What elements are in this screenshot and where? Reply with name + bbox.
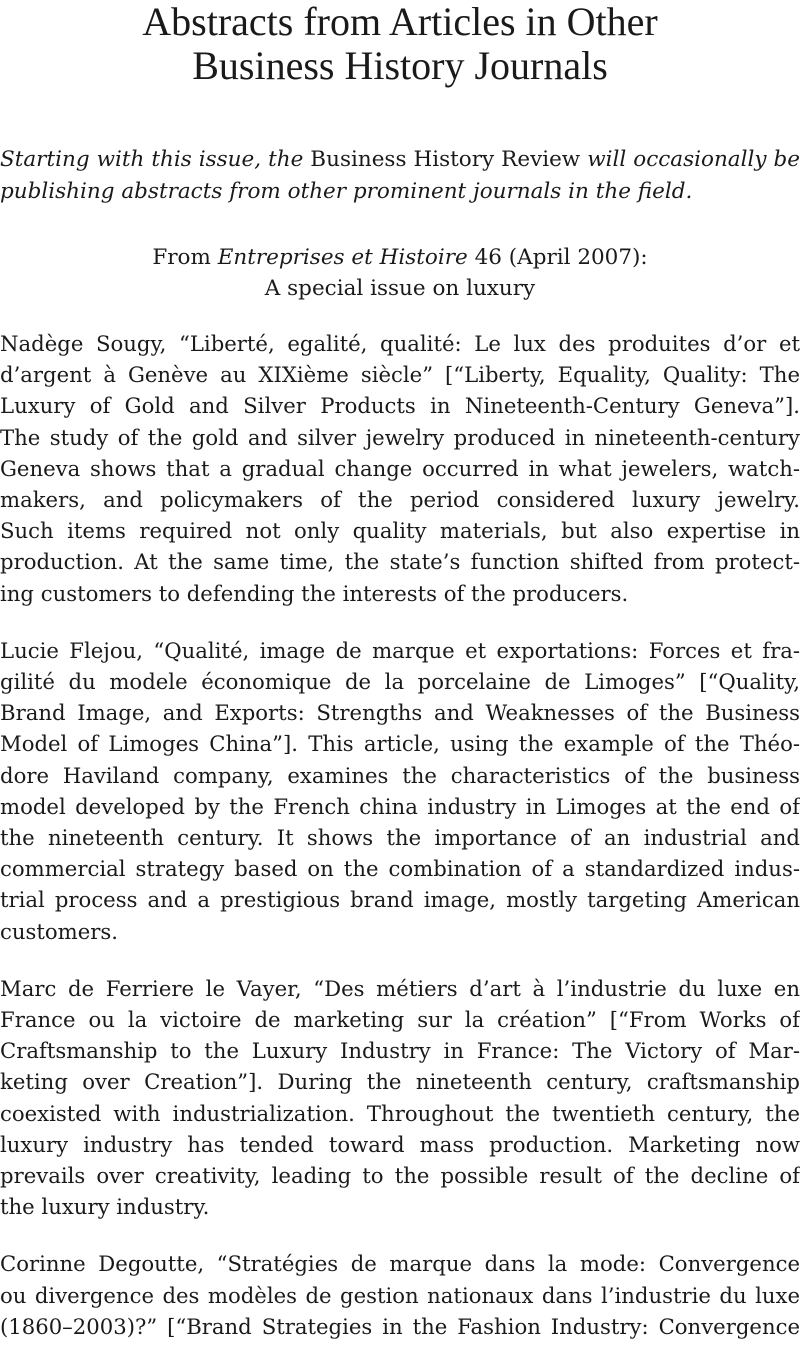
intro-paragraph bbox=[0, 144, 800, 207]
abstract-line: commercial strategy based on the combination of a standardized indus- bbox=[0, 856, 800, 882]
abstract-line: (1860–2003)?” [“Brand Strategies in the Fashion Industry: Convergence bbox=[0, 1313, 800, 1339]
title-line-2: Business History Journals bbox=[192, 43, 608, 88]
section-source bbox=[0, 242, 800, 273]
abstract-line: trial process and a prestigious brand image, mostly targeting American bbox=[0, 887, 800, 913]
abstract-line: The study of the gold and silver jewelry produced in nineteenth-century bbox=[0, 424, 800, 450]
section-heading bbox=[0, 242, 800, 304]
abstract-line: Nadège Sougy, “Liberté, egalité, qualité: Le lux des produites d’or et bbox=[0, 331, 800, 356]
section-subtitle: A special issue on luxury bbox=[264, 276, 536, 301]
section-prefix: From bbox=[152, 245, 218, 270]
abstract-line: Brand Image, and Exports: Strengths and Weaknesses of the Business bbox=[0, 700, 800, 726]
abstract-line: Corinne Degoutte, “Stratégies de marque dans la mode: Convergence bbox=[0, 1251, 800, 1277]
abstract-line: makers, and policymakers of the period considered luxury jewelry. bbox=[0, 487, 800, 513]
abstract-line: Model of Limoges China”]. This article, using the example of the Théo- bbox=[0, 731, 800, 757]
abstract-line: coexisted with industrialization. Throughout the twentieth century, the bbox=[0, 1100, 800, 1126]
abstract-flejou bbox=[0, 635, 800, 947]
abstract-line: d’argent à Genève au XIXième siècle” [“Liberty, Equality, Quality: The bbox=[0, 362, 800, 388]
abstract-line: France ou la victoire de marketing sur la création” [“From Works of bbox=[0, 1007, 800, 1033]
abstract-line: Such items required not only quality materials, but also expertise in bbox=[0, 518, 800, 544]
intro-text-2: will occasionally be publishing abstracts from other prominent journals in the field. bbox=[0, 147, 800, 204]
abstract-line: gilité du modele économique de la porcelaine de Limoges” [“Quality, bbox=[0, 669, 800, 695]
intro-journal-name: Business History Review bbox=[310, 147, 581, 172]
intro-text-1: Starting with this issue, the bbox=[0, 147, 311, 172]
abstract-line: dore Haviland company, examines the characteristics of the business bbox=[0, 762, 800, 788]
abstract-line: luxury industry has tended toward mass production. Marketing now bbox=[0, 1131, 800, 1157]
abstract-line: prevails over creativity, leading to the possible result of the decline of bbox=[0, 1163, 800, 1189]
abstract-line: the nineteenth century. It shows the importance of an industrial and bbox=[0, 825, 800, 851]
abstract-line: model developed by the French china industry in Limoges at the end of bbox=[0, 793, 800, 819]
abstract-line: production. At the same time, the state’s function shifted from protect- bbox=[0, 549, 800, 575]
abstract-line: the luxury industry. bbox=[0, 1194, 210, 1220]
abstract-line: ou divergence des modèles de gestion nationaux dans l’industrie du luxe bbox=[0, 1282, 800, 1308]
abstract-line: Luxury of Gold and Silver Products in Nineteenth-Century Geneva”]. bbox=[0, 393, 800, 419]
abstract-line: Lucie Flejou, “Qualité, image de marque et exportations: Forces et fra- bbox=[0, 637, 800, 663]
page-title bbox=[0, 0, 800, 88]
abstract-line: Craftsmanship to the Luxury Industry in France: The Victory of Mar- bbox=[0, 1038, 800, 1064]
section-issue: 46 (April 2007): bbox=[467, 245, 648, 270]
abstract-line: Geneva shows that a gradual change occurred in what jewelers, watch- bbox=[0, 455, 800, 481]
abstract-de-ferriere bbox=[0, 973, 800, 1223]
abstract-sougy bbox=[0, 328, 800, 609]
abstract-line: keting over Creation”]. During the nineteenth century, craftsmanship bbox=[0, 1069, 800, 1095]
section-journal-name: Entreprises et Histoire bbox=[217, 245, 468, 270]
abstract-line: customers. bbox=[0, 918, 119, 944]
title-line-1: Abstracts from Articles in Other bbox=[142, 0, 658, 44]
abstract-line: Marc de Ferriere le Vayer, “Des métiers d’art à l’industrie du luxe en bbox=[0, 975, 800, 1001]
abstract-degoutte bbox=[0, 1248, 800, 1342]
abstract-line: ing customers to defending the interests of the producers. bbox=[0, 580, 629, 606]
